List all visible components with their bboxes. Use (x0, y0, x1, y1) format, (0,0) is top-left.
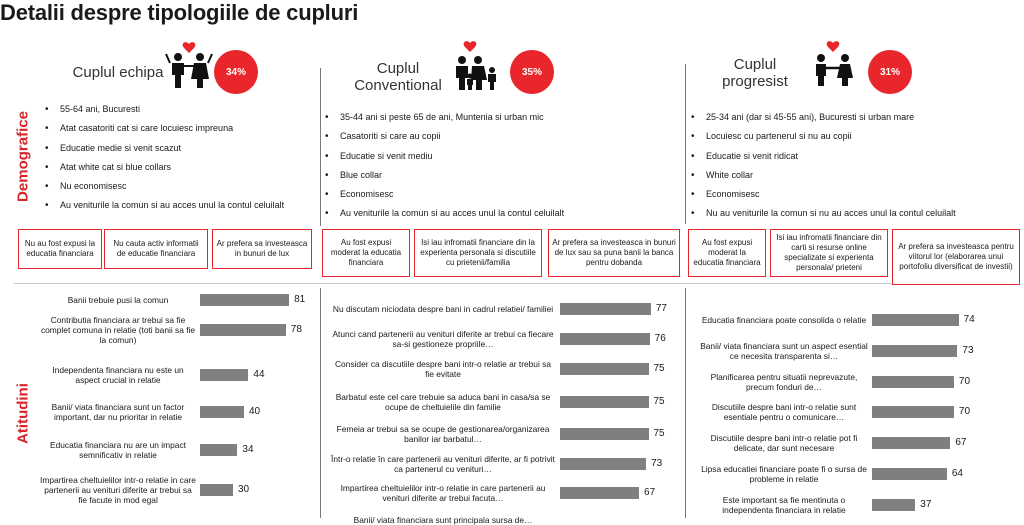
column-divider-4 (685, 288, 686, 518)
list-item: • Atat white cat si blue collars (44, 162, 312, 181)
bar-label: Barbatul este cel care trebuie sa aduca bani in casa/sa se ocupe de cheltuielile din familie (335, 392, 551, 412)
bar-label: Nu discutam niciodata despre bani in cadrul relatiei/ familiei (332, 304, 554, 314)
bar (872, 468, 947, 480)
section-divider (14, 283, 1014, 284)
couple-title-1: Cuplul echipa (72, 64, 164, 81)
bar-label: Într-o relatie în care partenerii au venituri diferite, ar fi potrivit ca partenerul cu venituri… (331, 454, 555, 474)
bar (560, 333, 650, 345)
bar-value: 30 (238, 484, 250, 495)
list-item: • Blue collar (324, 170, 679, 189)
bar-label: Educatia financiara poate consolida o relatie (701, 315, 867, 325)
trait-box: Nu au fost expusi la educatia financiara (18, 229, 102, 269)
bar (200, 324, 286, 336)
column-divider-2 (685, 64, 686, 224)
bar (560, 396, 649, 408)
demographics-list-1 (44, 104, 312, 220)
list-item: • Atat casatoriti cat si care locuiesc impreuna (44, 123, 312, 142)
bar-label: Planificarea pentru situatii neprevazute, precum fonduri de… (710, 372, 858, 392)
percent-badge-2: 35% (510, 50, 554, 94)
family-children-icon (448, 38, 504, 94)
bar-value: 77 (655, 303, 667, 314)
bar-label: Lipsa educatiei financiare poate fi o sursa de probleme in relatie (701, 464, 867, 484)
list-item: • Educatie si venit ridicat (690, 151, 1020, 170)
bar-label: Consider ca discutiile despre bani intr-o relatie ar trebui sa fie evitate (335, 359, 551, 379)
list-item: • Economisesc (690, 189, 1020, 208)
column-divider-3 (320, 288, 321, 518)
bar-label: Discutiile despre bani intr-o relatie pot fi delicate, dar sunt necesare (710, 433, 858, 453)
list-item: • 55-64 ani, Bucuresti (44, 104, 312, 123)
list-item: • Locuiesc cu partenerul si nu au copii (690, 131, 1020, 150)
couple-title-3: Cuplul progresist (722, 56, 788, 90)
bar-label: Impartirea cheltuielilor intr-o relatie in care partenerii au venituri diferite ar trebui facuta… (340, 483, 546, 503)
bar-label: Discutiile despre bani intr-o relatie sunt esentiale pentru o comunicare… (711, 402, 857, 422)
bar-value: 70 (958, 376, 971, 387)
list-item: • White collar (690, 170, 1020, 189)
bar (560, 487, 639, 499)
bar (872, 406, 954, 418)
demographics-list-2 (324, 112, 679, 228)
couple-title-2: Cuplul Conventional (354, 60, 442, 94)
trait-box: Au fost expusi moderat la educatia financiara (688, 229, 766, 277)
percent-badge-1: 34% (214, 50, 258, 94)
bar (872, 376, 954, 388)
percent-badge-3: 31% (868, 50, 912, 94)
trait-box: Ar prefera sa investeasca in bunuri de lux (212, 229, 312, 269)
bar-label: Banii/ viata financiara sunt un aspect esential ce necesita transparenta si… (700, 341, 868, 361)
bar-value: 75 (653, 396, 665, 407)
bar (200, 444, 237, 456)
demographics-list-3 (690, 112, 1020, 228)
bar-value: 44 (253, 369, 265, 380)
bar-value: 37 (920, 499, 932, 510)
bar-label: Contributia financiara ar trebui sa fie complet comuna in relatie (toti banii sa fie la comun) (40, 315, 196, 345)
couple-holding-hands-icon (808, 38, 858, 88)
bar (872, 314, 959, 326)
trait-box: Isi iau infromatii financiare din carti si resurse online specializate si experienta personala/ prieteni (770, 229, 888, 277)
list-item: • Nu au veniturile la comun si nu au acces unul la contul celuilalt (690, 208, 1020, 227)
list-item: • 35-44 ani si peste 65 de ani, Muntenia si urban mic (324, 112, 679, 131)
bar-label: Banii/ viata financiara sunt un factor important, dar nu prioritar in relatie (51, 402, 185, 422)
bar-value: 67 (955, 437, 967, 448)
bar (200, 294, 289, 306)
bar (560, 303, 651, 315)
bar (200, 369, 248, 381)
bar-value: 34 (242, 444, 254, 455)
list-item: • Nu economisesc (44, 181, 312, 200)
bar (560, 458, 646, 470)
bar-label: Banii trebuie pusi la comun (67, 295, 169, 305)
bar-label: Banii/ viata financiara sunt principala sursa de… (353, 515, 533, 525)
trait-box: Nu cauta activ informatii de educatie financiara (104, 229, 208, 269)
bar (200, 484, 233, 496)
list-item: • 25-34 ani (dar si 45-55 ani), Bucuresti si urban mare (690, 112, 1020, 131)
bar-label: Independenta financiara nu este un aspect crucial in relatie (52, 365, 184, 385)
bar-value: 70 (958, 406, 971, 417)
bar-value: 73 (651, 458, 663, 469)
bar (872, 437, 950, 449)
section-label-attitudes: Atitudini (14, 383, 32, 444)
family-couple-icon (164, 40, 214, 90)
bar (200, 406, 244, 418)
bar-value: 75 (653, 363, 665, 374)
trait-box: Au fost expusi moderat la educatia financiara (322, 229, 410, 277)
list-item: • Au veniturile la comun si au acces unul la contul celuilalt (44, 200, 310, 219)
bar (872, 499, 915, 511)
bar-value: 75 (653, 428, 665, 439)
bar-value: 64 (951, 468, 963, 479)
bar-value: 40 (249, 406, 261, 417)
bar-label: Este important sa fie mentinuta o independenta financiara in relatie (722, 495, 846, 515)
bar-value: 76 (654, 333, 666, 344)
list-item: • Au veniturile la comun si au acces unul la contul celuilalt (324, 208, 679, 227)
bar-value: 73 (962, 345, 974, 356)
list-item: • Casatoriti si care au copii (324, 131, 679, 150)
bar-label: Atunci cand partenerii au venituri diferite ar trebui ca fiecare sa-si gestioneze propriile… (332, 329, 554, 349)
trait-box: Ar prefera sa investeasca in bunuri de lux sau sa puna banii la banca pentru dobanda (548, 229, 680, 277)
bar-label: Femeia ar trebui sa se ocupe de gestionarea/organizarea banilor iar barbatul… (336, 424, 550, 444)
bar-value: 81 (294, 294, 306, 305)
section-label-demographics: Demografice (14, 111, 32, 202)
list-item: • Educatie medie si venit scazut (44, 143, 312, 162)
bar-label: Educatia financiara nu are un impact semnificativ in relatie (50, 440, 186, 460)
trait-box: Ar prefera sa investeasca pentru viitorul lor (elaborarea unui portofoliu diversificat de investii) (892, 229, 1020, 285)
list-item: • Economisesc (324, 189, 679, 208)
bar (560, 363, 649, 375)
bar-value: 67 (644, 487, 656, 498)
trait-box: Isi iau infromatii financiare din la experienta personala si discutiile cu prietenii/familia (414, 229, 542, 277)
bar-value: 78 (290, 324, 302, 335)
bar-value: 74 (963, 314, 975, 325)
column-divider-1 (320, 68, 321, 226)
list-item: • Educatie si venit mediu (324, 151, 679, 170)
page-title: Detalii despre tipologiile de cupluri (0, 0, 359, 25)
bar (872, 345, 957, 357)
bar-label: Impartirea cheltuielilor intr-o relatie in care partenerii au venituri diferite ar trebui sa fie facute in mod egal (40, 475, 196, 505)
bar (560, 428, 649, 440)
